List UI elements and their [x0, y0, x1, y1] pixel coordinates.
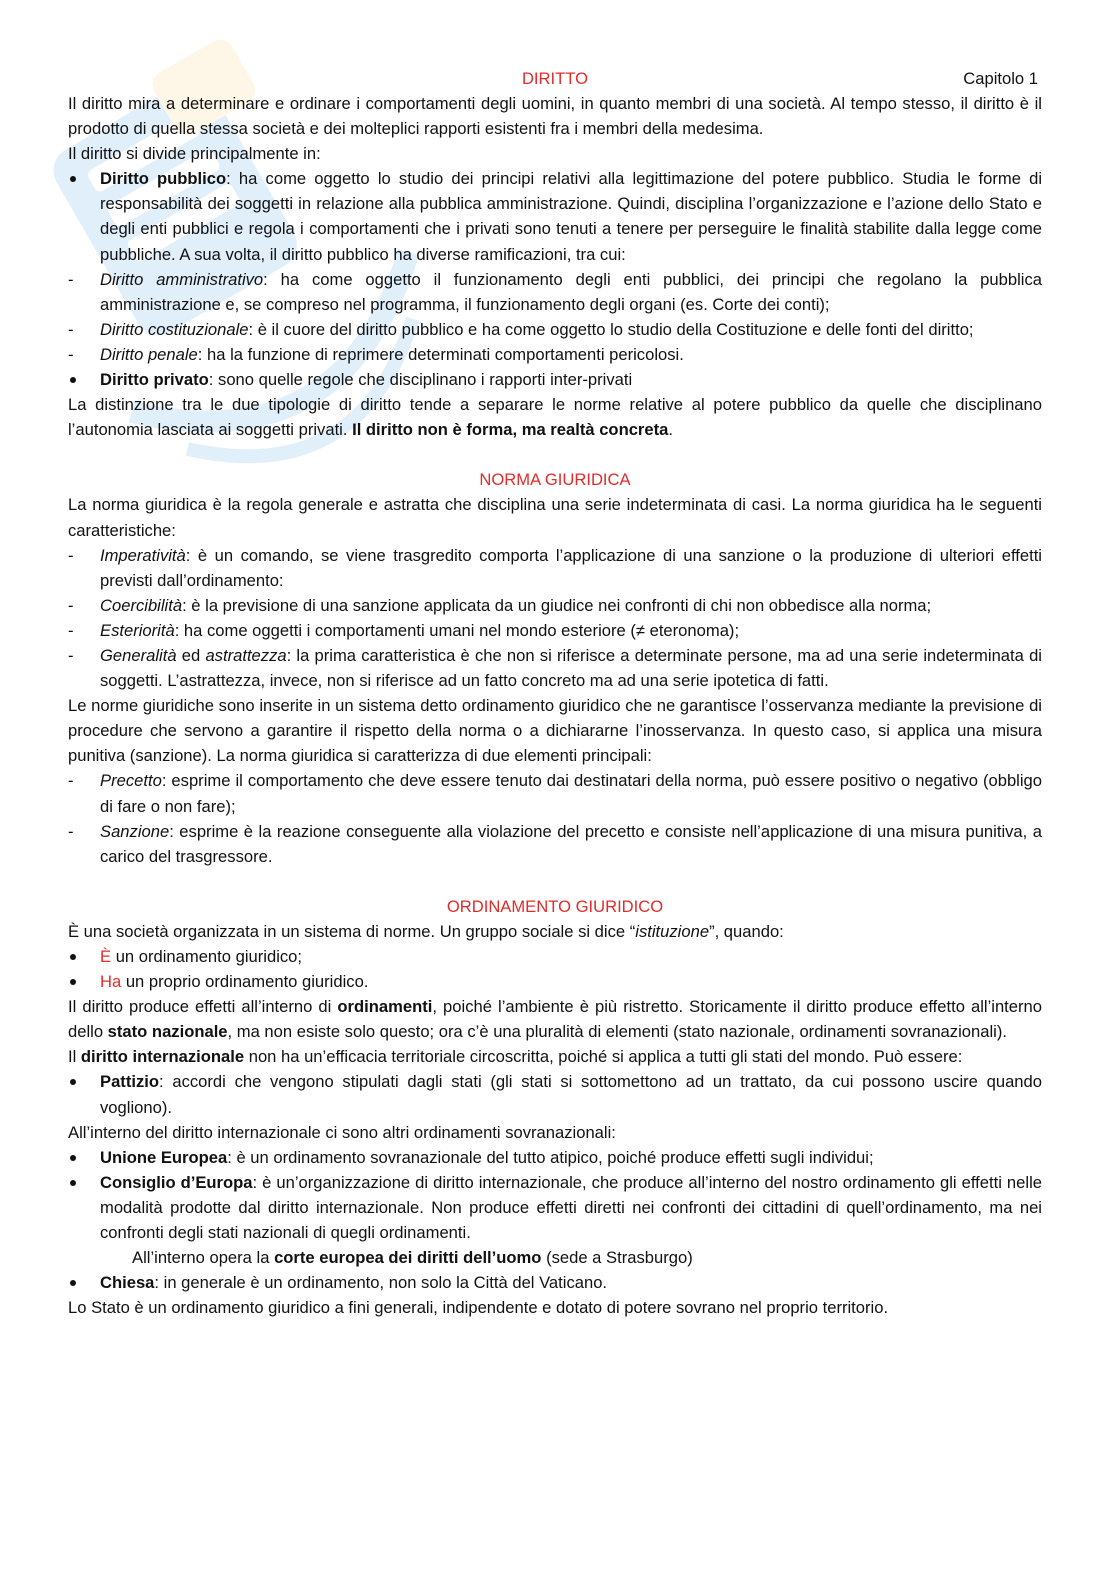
intro-b: ”, quando:: [709, 921, 784, 941]
term: Diritto costituzionale: [100, 319, 249, 339]
term: Esteriorità: [100, 620, 175, 640]
term: Sanzione: [100, 821, 170, 841]
list-item-diritto-pubblico: [68, 166, 1042, 266]
term: Diritto privato: [100, 370, 209, 390]
section-title-diritto: DIRITTO: [521, 69, 589, 88]
term: astrattezza: [205, 645, 287, 665]
term: Pattizio: [100, 1072, 160, 1092]
outro-end: .: [668, 420, 673, 440]
p2-bold: diritto internazionale: [80, 1047, 245, 1067]
list-item-consiglio-europa: [68, 1170, 1042, 1245]
dash-marker: -: [68, 344, 74, 364]
definition: : ha la funzione di reprimere determinati comportamenti pericolosi.: [197, 344, 684, 364]
chapter-label: Capitolo 1: [963, 69, 1038, 88]
definition: : accordi che vengono stipulati dagli stati (gli stati si sottomettono ad un trattato, da cui possono uscire quando vogliono).: [100, 1072, 1042, 1117]
definition: : è la previsione di una sanzione applicata da un giudice nei confronti di chi non obbedisce alla norma;: [182, 595, 932, 615]
ordinamento-p3: All’interno del diritto internazionale ci sono altri ordinamenti sovranazionali:: [68, 1122, 616, 1142]
definition: : è un ordinamento sovranazionale del tutto atipico, poiché produce effetti sugli individui;: [227, 1147, 874, 1167]
definition: un proprio ordinamento giuridico.: [121, 972, 369, 992]
list-item-diritto-amministrativo: [68, 267, 1042, 317]
diritto-intro: Il diritto mira a determinare e ordinare i comportamenti degli uomini, in quanto membri di una società. Al tempo stesso, il diritto è il prodotto di quella stessa società e dei molteplici rapporti esistenti fra i membri della medesima.: [68, 94, 1042, 139]
ordinamento-final: Lo Stato è un ordinamento giuridico a fini generali, indipendente e dotato di potere sovrano nel proprio territorio.: [68, 1298, 889, 1318]
definition: : è un’organizzazione di diritto internazionale, che produce all’interno del nostro ordinamento gli effetti nelle modalità prodotte dal diritto internazionale. Non produce effetti diretti nei confronti dei cittadini di quell’ordinamento, ma nei confronti degli stati nazionali di quegli ordinamenti.: [100, 1172, 1042, 1243]
list-item-diritto-costituzionale: [68, 317, 1042, 342]
ordinamento-p1: [68, 994, 1042, 1044]
intro-a: È una società organizzata in un sistema di norme. Un gruppo sociale si dice “: [68, 921, 636, 941]
definition: : ha come oggetti i comportamenti umani nel mondo esteriore (≠ eteronoma);: [174, 620, 740, 640]
list-item-pattizio: [68, 1069, 1042, 1119]
term: Diritto penale: [100, 344, 198, 364]
p1-c: , poiché l’ambiente è più ristretto. Storicamente il diritto produce effetto all’interno dello: [68, 997, 1043, 1042]
connector: ed: [176, 645, 206, 665]
list-item-coercibilita: [68, 593, 1042, 618]
definition: un ordinamento giuridico;: [111, 947, 303, 966]
term: Chiesa: [100, 1273, 155, 1293]
outro-text: La distinzione tra le due tipologie di diritto tende a separare le norme relative al potere pubblico da quelle che disciplinano l’autonomia lasciata ai soggetti privati.: [68, 395, 1042, 440]
p1-d: , ma non esiste solo questo; ora c’è una pluralità di elementi (stato nazionale, ordinamenti sovranazionali).: [227, 1022, 1007, 1042]
definition: : in generale è un ordinamento, non solo la Città del Vaticano.: [154, 1273, 608, 1293]
definition: : esprime è la reazione conseguente alla violazione del precetto e consiste nell’applicazione di una misura punitiva, a carico del trasgressore.: [100, 821, 1042, 866]
dash-marker: -: [68, 595, 74, 615]
ordinamento-intro: [68, 919, 1042, 944]
list-item-diritto-privato: [68, 367, 1042, 392]
definition: : sono quelle regole che disciplinano i rapporti inter-privati: [208, 370, 633, 390]
list-item-sanzione: [68, 819, 1042, 869]
p1-bold-1: ordinamenti: [337, 997, 433, 1017]
dash-marker: -: [68, 821, 74, 841]
list-item-imperativita: [68, 543, 1042, 593]
dash-marker: -: [68, 319, 74, 339]
definition: : ha come oggetto lo studio dei principi relativi alla legittimazione del potere pubblico. Studia le forme di responsabilità dei soggetti in relazione alla pubblica amministrazione. Quindi, disciplina l’organizzazione e l’azione dello Stato e degli enti pubblici e regola i comportamenti che i privati sono tenuti a tenere per perseguire le finalità stabilite dalla legge come pubbliche. A sua volta, il diritto pubblico ha diverse ramificazioni, tra cui:: [100, 169, 1043, 264]
list-item-ha-ordinamento: [68, 969, 1042, 994]
list-item-precetto: [68, 768, 1042, 818]
list-item-diritto-penale: [68, 342, 1042, 367]
intro-italic: istituzione: [635, 921, 710, 941]
term: Imperatività: [100, 545, 186, 565]
outro-bold: Il diritto non è forma, ma realtà concreta: [352, 420, 669, 440]
dash-marker: -: [68, 269, 74, 289]
section-title-ordinamento-giuridico: ORDINAMENTO GIURIDICO: [446, 896, 664, 916]
list-item-unione-europea: [68, 1145, 1042, 1170]
dash-marker: -: [68, 620, 74, 640]
header-row: [68, 66, 1042, 91]
corte-bold: corte europea dei diritti dell’uomo: [274, 1248, 542, 1268]
term: Consiglio d’Europa: [100, 1172, 253, 1192]
definition: : è un comando, se viene trasgredito comporta l’applicazione di una sanzione o la produzione di ulteriori effetti previsti dall’ordinamento:: [100, 545, 1042, 590]
red-term: È: [100, 947, 112, 966]
document-page: [68, 66, 1042, 1320]
dash-marker: -: [68, 545, 74, 565]
definition: : esprime il comportamento che deve essere tenuto dai destinatari della norma, può essere positivo o negativo (obbligo di fare o non fare);: [100, 771, 1042, 816]
corte-c: (sede a Strasburgo): [541, 1248, 693, 1268]
red-term: Ha: [100, 972, 122, 992]
section-title-norma-giuridica: NORMA GIURIDICA: [479, 470, 631, 490]
definition: : ha come oggetto il funzionamento degli enti pubblici, dei principi che regolano la pubblica amministrazione e, se compreso nel programma, il funzionamento degli organi (es. Corte dei conti);: [100, 269, 1043, 314]
list-item-e-ordinamento: [68, 944, 1042, 969]
dash-marker: -: [68, 771, 74, 791]
diritto-outro: [68, 392, 1042, 442]
corte-a: All’interno opera la: [132, 1248, 275, 1268]
ordinamento-p2: [68, 1044, 1042, 1069]
p1-bold-2: stato nazionale: [107, 1022, 228, 1042]
dash-marker: -: [68, 645, 74, 665]
norma-intro: La norma giuridica è la regola generale e astratta che disciplina una serie indeterminata di casi. La norma giuridica ha le seguenti caratteristiche:: [68, 495, 1042, 540]
p1-a: Il diritto produce effetti all’interno di: [68, 997, 338, 1017]
list-item-chiesa: [68, 1270, 1042, 1295]
p2-a: Il: [68, 1047, 81, 1067]
corte-europea-line: [68, 1245, 1042, 1270]
term: Unione Europea: [100, 1147, 228, 1167]
term: Precetto: [100, 771, 162, 791]
term: Coercibilità: [100, 595, 183, 615]
p2-c: non ha un’efficacia territoriale circoscritta, poiché si applica a tutti gli stati del mondo. Può essere:: [244, 1047, 963, 1067]
diritto-divide: Il diritto si divide principalmente in:: [68, 144, 321, 164]
norma-ordinamento: Le norme giuridiche sono inserite in un sistema detto ordinamento giuridico che ne garantisce l’osservanza mediante la previsione di procedure che servono a garantire il rispetto della norma o a dichiararne l’inosservanza. In questo caso, si applica una misura punitiva (sanzione). La norma giuridica si caratterizza di due elementi principali:: [68, 696, 1042, 766]
term: Diritto amministrativo: [100, 269, 264, 289]
term: Diritto pubblico: [100, 169, 227, 189]
list-item-esteriorita: [68, 618, 1042, 643]
term: Generalità: [100, 645, 177, 665]
definition: : la prima caratteristica è che non si riferisce a determinate persone, ma ad una serie indeterminata di soggetti. L’astrattezza, invece, non si riferisce ad un fatto concreto ma ad una serie ipotetica di fatti.: [100, 645, 1042, 691]
definition: : è il cuore del diritto pubblico e ha come oggetto lo studio della Costituzione e delle fonti del diritto;: [248, 319, 974, 339]
list-item-generalita: [68, 643, 1042, 693]
